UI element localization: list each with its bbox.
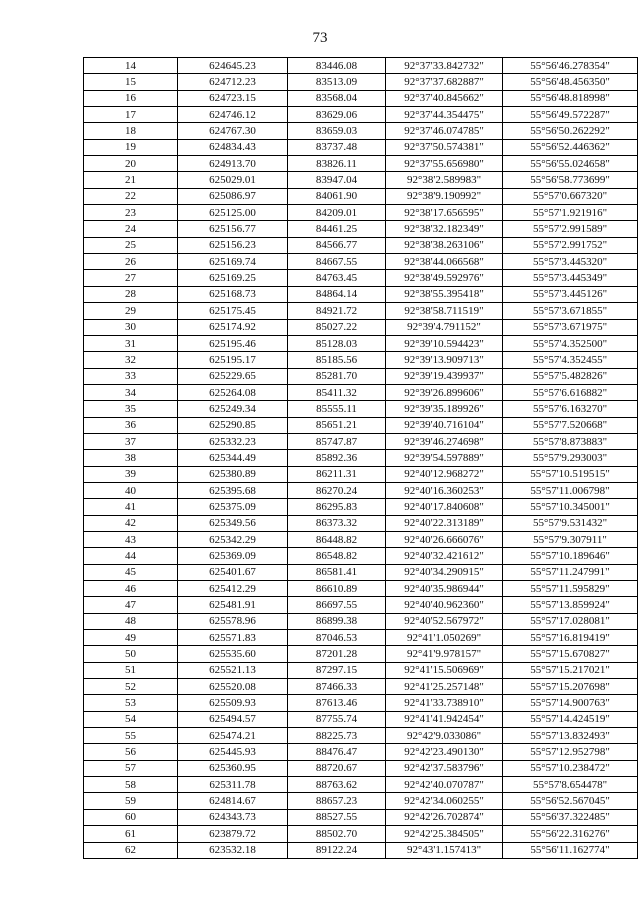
x-coordinate-cell: 624645.23 — [178, 58, 288, 74]
point-number-cell: 40 — [84, 482, 178, 498]
latitude-cell: 55°57'9.293003" — [503, 450, 638, 466]
point-number-cell: 31 — [84, 335, 178, 351]
x-coordinate-cell: 625395.68 — [178, 482, 288, 498]
x-coordinate-cell: 624723.15 — [178, 90, 288, 106]
table-row — [84, 597, 638, 613]
latitude-cell: 55°56'46.278354" — [503, 58, 638, 74]
table-row — [84, 581, 638, 597]
table-row — [84, 548, 638, 564]
table-row — [84, 303, 638, 319]
y-coordinate-cell: 86373.32 — [288, 515, 386, 531]
point-number-cell: 34 — [84, 384, 178, 400]
table-row — [84, 466, 638, 482]
latitude-cell: 55°57'6.163270" — [503, 401, 638, 417]
table-row — [84, 335, 638, 351]
y-coordinate-cell: 83737.48 — [288, 139, 386, 155]
latitude-cell: 55°56'48.818998" — [503, 90, 638, 106]
x-coordinate-cell: 624814.67 — [178, 793, 288, 809]
longitude-cell: 92°40'32.421612" — [386, 548, 503, 564]
latitude-cell: 55°57'9.531432" — [503, 515, 638, 531]
latitude-cell: 55°57'5.482826" — [503, 368, 638, 384]
point-number-cell: 60 — [84, 809, 178, 825]
table-row — [84, 401, 638, 417]
latitude-cell: 55°57'1.921916" — [503, 205, 638, 221]
point-number-cell: 52 — [84, 679, 178, 695]
latitude-cell: 55°56'52.446362" — [503, 139, 638, 155]
x-coordinate-cell: 625086.97 — [178, 188, 288, 204]
x-coordinate-cell: 625125.00 — [178, 205, 288, 221]
table-row — [84, 74, 638, 90]
longitude-cell: 92°39'54.597889" — [386, 450, 503, 466]
table-row — [84, 842, 638, 858]
table-row — [84, 417, 638, 433]
table-row — [84, 728, 638, 744]
y-coordinate-cell: 87046.53 — [288, 630, 386, 646]
y-coordinate-cell: 84061.90 — [288, 188, 386, 204]
longitude-cell: 92°38'9.190992" — [386, 188, 503, 204]
table-row — [84, 58, 638, 74]
table-row — [84, 384, 638, 400]
point-number-cell: 55 — [84, 728, 178, 744]
x-coordinate-cell: 625342.29 — [178, 531, 288, 547]
point-number-cell: 15 — [84, 74, 178, 90]
latitude-cell: 55°57'10.345001" — [503, 499, 638, 515]
latitude-cell: 55°57'6.616882" — [503, 384, 638, 400]
x-coordinate-cell: 625401.67 — [178, 564, 288, 580]
x-coordinate-cell: 625174.92 — [178, 319, 288, 335]
y-coordinate-cell: 86211.31 — [288, 466, 386, 482]
latitude-cell: 55°57'17.028081" — [503, 613, 638, 629]
table-row — [84, 793, 638, 809]
x-coordinate-cell: 625375.09 — [178, 499, 288, 515]
latitude-cell: 55°57'12.952798" — [503, 744, 638, 760]
point-number-cell: 33 — [84, 368, 178, 384]
latitude-cell: 55°56'50.262292" — [503, 123, 638, 139]
longitude-cell: 92°39'10.594423" — [386, 335, 503, 351]
y-coordinate-cell: 83947.04 — [288, 172, 386, 188]
x-coordinate-cell: 625578.96 — [178, 613, 288, 629]
x-coordinate-cell: 625571.83 — [178, 630, 288, 646]
longitude-cell: 92°41'33.738910" — [386, 695, 503, 711]
x-coordinate-cell: 625229.65 — [178, 368, 288, 384]
point-number-cell: 30 — [84, 319, 178, 335]
table-row — [84, 826, 638, 842]
coordinates-table — [83, 57, 638, 859]
x-coordinate-cell: 625156.77 — [178, 221, 288, 237]
longitude-cell: 92°40'12.968272" — [386, 466, 503, 482]
longitude-cell: 92°38'44.066568" — [386, 254, 503, 270]
longitude-cell: 92°41'15.506969" — [386, 662, 503, 678]
longitude-cell: 92°40'52.567972" — [386, 613, 503, 629]
point-number-cell: 38 — [84, 450, 178, 466]
x-coordinate-cell: 625535.60 — [178, 646, 288, 662]
latitude-cell: 55°56'58.773699" — [503, 172, 638, 188]
longitude-cell: 92°40'16.360253" — [386, 482, 503, 498]
longitude-cell: 92°42'26.702874" — [386, 809, 503, 825]
table-row — [84, 711, 638, 727]
latitude-cell: 55°57'10.519515" — [503, 466, 638, 482]
y-coordinate-cell: 84921.72 — [288, 303, 386, 319]
point-number-cell: 22 — [84, 188, 178, 204]
table-row — [84, 515, 638, 531]
point-number-cell: 48 — [84, 613, 178, 629]
y-coordinate-cell: 85411.32 — [288, 384, 386, 400]
y-coordinate-cell: 87201.28 — [288, 646, 386, 662]
y-coordinate-cell: 86899.38 — [288, 613, 386, 629]
point-number-cell: 47 — [84, 597, 178, 613]
latitude-cell: 55°57'11.006798" — [503, 482, 638, 498]
y-coordinate-cell: 84566.77 — [288, 237, 386, 253]
table-row — [84, 221, 638, 237]
y-coordinate-cell: 83659.03 — [288, 123, 386, 139]
table-row — [84, 188, 638, 204]
y-coordinate-cell: 87755.74 — [288, 711, 386, 727]
point-number-cell: 49 — [84, 630, 178, 646]
x-coordinate-cell: 625445.93 — [178, 744, 288, 760]
x-coordinate-cell: 625169.74 — [178, 254, 288, 270]
longitude-cell: 92°39'26.899606" — [386, 384, 503, 400]
point-number-cell: 59 — [84, 793, 178, 809]
longitude-cell: 92°39'19.439937" — [386, 368, 503, 384]
point-number-cell: 26 — [84, 254, 178, 270]
longitude-cell: 92°43'1.157413" — [386, 842, 503, 858]
latitude-cell: 55°57'3.445320" — [503, 254, 638, 270]
x-coordinate-cell: 625481.91 — [178, 597, 288, 613]
latitude-cell: 55°57'2.991589" — [503, 221, 638, 237]
longitude-cell: 92°42'40.070787" — [386, 777, 503, 793]
x-coordinate-cell: 625360.95 — [178, 760, 288, 776]
table-row — [84, 450, 638, 466]
table-row — [84, 237, 638, 253]
longitude-cell: 92°42'23.490130" — [386, 744, 503, 760]
point-number-cell: 61 — [84, 826, 178, 842]
latitude-cell: 55°57'16.819419" — [503, 630, 638, 646]
longitude-cell: 92°37'50.574381" — [386, 139, 503, 155]
longitude-cell: 92°38'2.589983" — [386, 172, 503, 188]
latitude-cell: 55°56'48.456350" — [503, 74, 638, 90]
point-number-cell: 21 — [84, 172, 178, 188]
longitude-cell: 92°41'1.050269" — [386, 630, 503, 646]
point-number-cell: 17 — [84, 107, 178, 123]
table-row — [84, 156, 638, 172]
latitude-cell: 55°57'9.307911" — [503, 531, 638, 547]
latitude-cell: 55°57'3.445349" — [503, 270, 638, 286]
point-number-cell: 28 — [84, 286, 178, 302]
y-coordinate-cell: 85027.22 — [288, 319, 386, 335]
y-coordinate-cell: 85185.56 — [288, 352, 386, 368]
table-row — [84, 368, 638, 384]
x-coordinate-cell: 625380.89 — [178, 466, 288, 482]
table-row — [84, 760, 638, 776]
x-coordinate-cell: 623532.18 — [178, 842, 288, 858]
point-number-cell: 24 — [84, 221, 178, 237]
point-number-cell: 36 — [84, 417, 178, 433]
x-coordinate-cell: 624767.30 — [178, 123, 288, 139]
longitude-cell: 92°38'55.395418" — [386, 286, 503, 302]
y-coordinate-cell: 83513.09 — [288, 74, 386, 90]
table-row — [84, 482, 638, 498]
y-coordinate-cell: 85892.36 — [288, 450, 386, 466]
x-coordinate-cell: 625156.23 — [178, 237, 288, 253]
point-number-cell: 37 — [84, 433, 178, 449]
latitude-cell: 55°57'10.238472" — [503, 760, 638, 776]
table-row — [84, 531, 638, 547]
y-coordinate-cell: 88720.67 — [288, 760, 386, 776]
x-coordinate-cell: 625369.09 — [178, 548, 288, 564]
x-coordinate-cell: 625249.34 — [178, 401, 288, 417]
y-coordinate-cell: 85555.11 — [288, 401, 386, 417]
y-coordinate-cell: 88763.62 — [288, 777, 386, 793]
longitude-cell: 92°37'46.074785" — [386, 123, 503, 139]
latitude-cell: 55°56'52.567045" — [503, 793, 638, 809]
longitude-cell: 92°39'13.909713" — [386, 352, 503, 368]
y-coordinate-cell: 86448.82 — [288, 531, 386, 547]
table-row — [84, 564, 638, 580]
table-row — [84, 613, 638, 629]
y-coordinate-cell: 87297.15 — [288, 662, 386, 678]
x-coordinate-cell: 625509.93 — [178, 695, 288, 711]
table-row — [84, 107, 638, 123]
table-row — [84, 662, 638, 678]
latitude-cell: 55°57'13.832493" — [503, 728, 638, 744]
x-coordinate-cell: 625412.29 — [178, 581, 288, 597]
y-coordinate-cell: 86610.89 — [288, 581, 386, 597]
latitude-cell: 55°57'11.247991" — [503, 564, 638, 580]
longitude-cell: 92°39'35.189926" — [386, 401, 503, 417]
latitude-cell: 55°57'7.520668" — [503, 417, 638, 433]
x-coordinate-cell: 625349.56 — [178, 515, 288, 531]
latitude-cell: 55°57'0.667320" — [503, 188, 638, 204]
latitude-cell: 55°57'15.217021" — [503, 662, 638, 678]
table-row — [84, 695, 638, 711]
point-number-cell: 18 — [84, 123, 178, 139]
longitude-cell: 92°39'4.791152" — [386, 319, 503, 335]
table-row — [84, 205, 638, 221]
point-number-cell: 58 — [84, 777, 178, 793]
x-coordinate-cell: 625494.57 — [178, 711, 288, 727]
point-number-cell: 56 — [84, 744, 178, 760]
longitude-cell: 92°41'25.257148" — [386, 679, 503, 695]
longitude-cell: 92°38'32.182349" — [386, 221, 503, 237]
x-coordinate-cell: 625332.23 — [178, 433, 288, 449]
longitude-cell: 92°40'22.313189" — [386, 515, 503, 531]
longitude-cell: 92°37'33.842732" — [386, 58, 503, 74]
point-number-cell: 39 — [84, 466, 178, 482]
x-coordinate-cell: 625168.73 — [178, 286, 288, 302]
table-row — [84, 679, 638, 695]
point-number-cell: 44 — [84, 548, 178, 564]
longitude-cell: 92°37'40.845662" — [386, 90, 503, 106]
point-number-cell: 45 — [84, 564, 178, 580]
x-coordinate-cell: 625311.78 — [178, 777, 288, 793]
longitude-cell: 92°40'17.840608" — [386, 499, 503, 515]
longitude-cell: 92°40'34.290915" — [386, 564, 503, 580]
y-coordinate-cell: 88502.70 — [288, 826, 386, 842]
x-coordinate-cell: 624343.73 — [178, 809, 288, 825]
x-coordinate-cell: 625264.08 — [178, 384, 288, 400]
longitude-cell: 92°37'55.656980" — [386, 156, 503, 172]
latitude-cell: 55°57'13.859924" — [503, 597, 638, 613]
x-coordinate-cell: 625175.45 — [178, 303, 288, 319]
table-row — [84, 433, 638, 449]
x-coordinate-cell: 624746.12 — [178, 107, 288, 123]
y-coordinate-cell: 88225.73 — [288, 728, 386, 744]
y-coordinate-cell: 83568.04 — [288, 90, 386, 106]
longitude-cell: 92°37'37.682887" — [386, 74, 503, 90]
table-row — [84, 254, 638, 270]
y-coordinate-cell: 86581.41 — [288, 564, 386, 580]
y-coordinate-cell: 84209.01 — [288, 205, 386, 221]
point-number-cell: 27 — [84, 270, 178, 286]
longitude-cell: 92°38'38.263106" — [386, 237, 503, 253]
latitude-cell: 55°56'55.024658" — [503, 156, 638, 172]
latitude-cell: 55°57'4.352455" — [503, 352, 638, 368]
longitude-cell: 92°42'34.060255" — [386, 793, 503, 809]
y-coordinate-cell: 83826.11 — [288, 156, 386, 172]
x-coordinate-cell: 624712.23 — [178, 74, 288, 90]
point-number-cell: 25 — [84, 237, 178, 253]
latitude-cell: 55°57'14.900763" — [503, 695, 638, 711]
y-coordinate-cell: 86697.55 — [288, 597, 386, 613]
point-number-cell: 23 — [84, 205, 178, 221]
y-coordinate-cell: 85651.21 — [288, 417, 386, 433]
point-number-cell: 54 — [84, 711, 178, 727]
table-row — [84, 630, 638, 646]
latitude-cell: 55°56'49.572287" — [503, 107, 638, 123]
y-coordinate-cell: 87466.33 — [288, 679, 386, 695]
latitude-cell: 55°57'8.654478" — [503, 777, 638, 793]
table-row — [84, 809, 638, 825]
table-row — [84, 172, 638, 188]
longitude-cell: 92°38'17.656595" — [386, 205, 503, 221]
y-coordinate-cell: 83629.06 — [288, 107, 386, 123]
y-coordinate-cell: 85747.87 — [288, 433, 386, 449]
longitude-cell: 92°42'37.583796" — [386, 760, 503, 776]
y-coordinate-cell: 86548.82 — [288, 548, 386, 564]
longitude-cell: 92°40'35.986944" — [386, 581, 503, 597]
point-number-cell: 41 — [84, 499, 178, 515]
longitude-cell: 92°38'49.592976" — [386, 270, 503, 286]
point-number-cell: 46 — [84, 581, 178, 597]
table-row — [84, 319, 638, 335]
x-coordinate-cell: 625169.25 — [178, 270, 288, 286]
table-row — [84, 499, 638, 515]
point-number-cell: 62 — [84, 842, 178, 858]
y-coordinate-cell: 84864.14 — [288, 286, 386, 302]
y-coordinate-cell: 83446.08 — [288, 58, 386, 74]
table-row — [84, 646, 638, 662]
latitude-cell: 55°57'15.670827" — [503, 646, 638, 662]
x-coordinate-cell: 625520.08 — [178, 679, 288, 695]
latitude-cell: 55°57'14.424519" — [503, 711, 638, 727]
latitude-cell: 55°56'11.162774" — [503, 842, 638, 858]
coordinates-table-body — [84, 58, 638, 859]
point-number-cell: 51 — [84, 662, 178, 678]
y-coordinate-cell: 86295.83 — [288, 499, 386, 515]
latitude-cell: 55°57'2.991752" — [503, 237, 638, 253]
y-coordinate-cell: 88657.23 — [288, 793, 386, 809]
point-number-cell: 32 — [84, 352, 178, 368]
table-row — [84, 352, 638, 368]
latitude-cell: 55°57'11.595829" — [503, 581, 638, 597]
point-number-cell: 14 — [84, 58, 178, 74]
table-row — [84, 90, 638, 106]
y-coordinate-cell: 85128.03 — [288, 335, 386, 351]
longitude-cell: 92°41'9.978157" — [386, 646, 503, 662]
longitude-cell: 92°40'26.666076" — [386, 531, 503, 547]
longitude-cell: 92°41'41.942454" — [386, 711, 503, 727]
latitude-cell: 55°57'3.671975" — [503, 319, 638, 335]
table-row — [84, 270, 638, 286]
table-row — [84, 123, 638, 139]
page-number: 73 — [312, 30, 328, 46]
x-coordinate-cell: 625344.49 — [178, 450, 288, 466]
x-coordinate-cell: 624834.43 — [178, 139, 288, 155]
latitude-cell: 55°57'10.189646" — [503, 548, 638, 564]
latitude-cell: 55°57'15.207698" — [503, 679, 638, 695]
x-coordinate-cell: 625474.21 — [178, 728, 288, 744]
latitude-cell: 55°57'8.873883" — [503, 433, 638, 449]
x-coordinate-cell: 624913.70 — [178, 156, 288, 172]
y-coordinate-cell: 88476.47 — [288, 744, 386, 760]
point-number-cell: 43 — [84, 531, 178, 547]
y-coordinate-cell: 86270.24 — [288, 482, 386, 498]
x-coordinate-cell: 625029.01 — [178, 172, 288, 188]
point-number-cell: 50 — [84, 646, 178, 662]
table-row — [84, 777, 638, 793]
table-row — [84, 139, 638, 155]
y-coordinate-cell: 85281.70 — [288, 368, 386, 384]
point-number-cell: 19 — [84, 139, 178, 155]
point-number-cell: 53 — [84, 695, 178, 711]
point-number-cell: 16 — [84, 90, 178, 106]
x-coordinate-cell: 625195.17 — [178, 352, 288, 368]
y-coordinate-cell: 89122.24 — [288, 842, 386, 858]
y-coordinate-cell: 84667.55 — [288, 254, 386, 270]
point-number-cell: 20 — [84, 156, 178, 172]
latitude-cell: 55°56'22.316276" — [503, 826, 638, 842]
longitude-cell: 92°38'58.711519" — [386, 303, 503, 319]
y-coordinate-cell: 87613.46 — [288, 695, 386, 711]
longitude-cell: 92°42'9.033086" — [386, 728, 503, 744]
x-coordinate-cell: 625290.85 — [178, 417, 288, 433]
point-number-cell: 57 — [84, 760, 178, 776]
longitude-cell: 92°39'46.274698" — [386, 433, 503, 449]
y-coordinate-cell: 84461.25 — [288, 221, 386, 237]
x-coordinate-cell: 623879.72 — [178, 826, 288, 842]
longitude-cell: 92°39'40.716104" — [386, 417, 503, 433]
point-number-cell: 42 — [84, 515, 178, 531]
y-coordinate-cell: 88527.55 — [288, 809, 386, 825]
longitude-cell: 92°42'25.384505" — [386, 826, 503, 842]
point-number-cell: 35 — [84, 401, 178, 417]
longitude-cell: 92°37'44.354475" — [386, 107, 503, 123]
latitude-cell: 55°57'4.352500" — [503, 335, 638, 351]
y-coordinate-cell: 84763.45 — [288, 270, 386, 286]
x-coordinate-cell: 625195.46 — [178, 335, 288, 351]
latitude-cell: 55°56'37.322485" — [503, 809, 638, 825]
latitude-cell: 55°57'3.445126" — [503, 286, 638, 302]
x-coordinate-cell: 625521.13 — [178, 662, 288, 678]
latitude-cell: 55°57'3.671855" — [503, 303, 638, 319]
longitude-cell: 92°40'40.962360" — [386, 597, 503, 613]
table-row — [84, 744, 638, 760]
point-number-cell: 29 — [84, 303, 178, 319]
table-row — [84, 286, 638, 302]
